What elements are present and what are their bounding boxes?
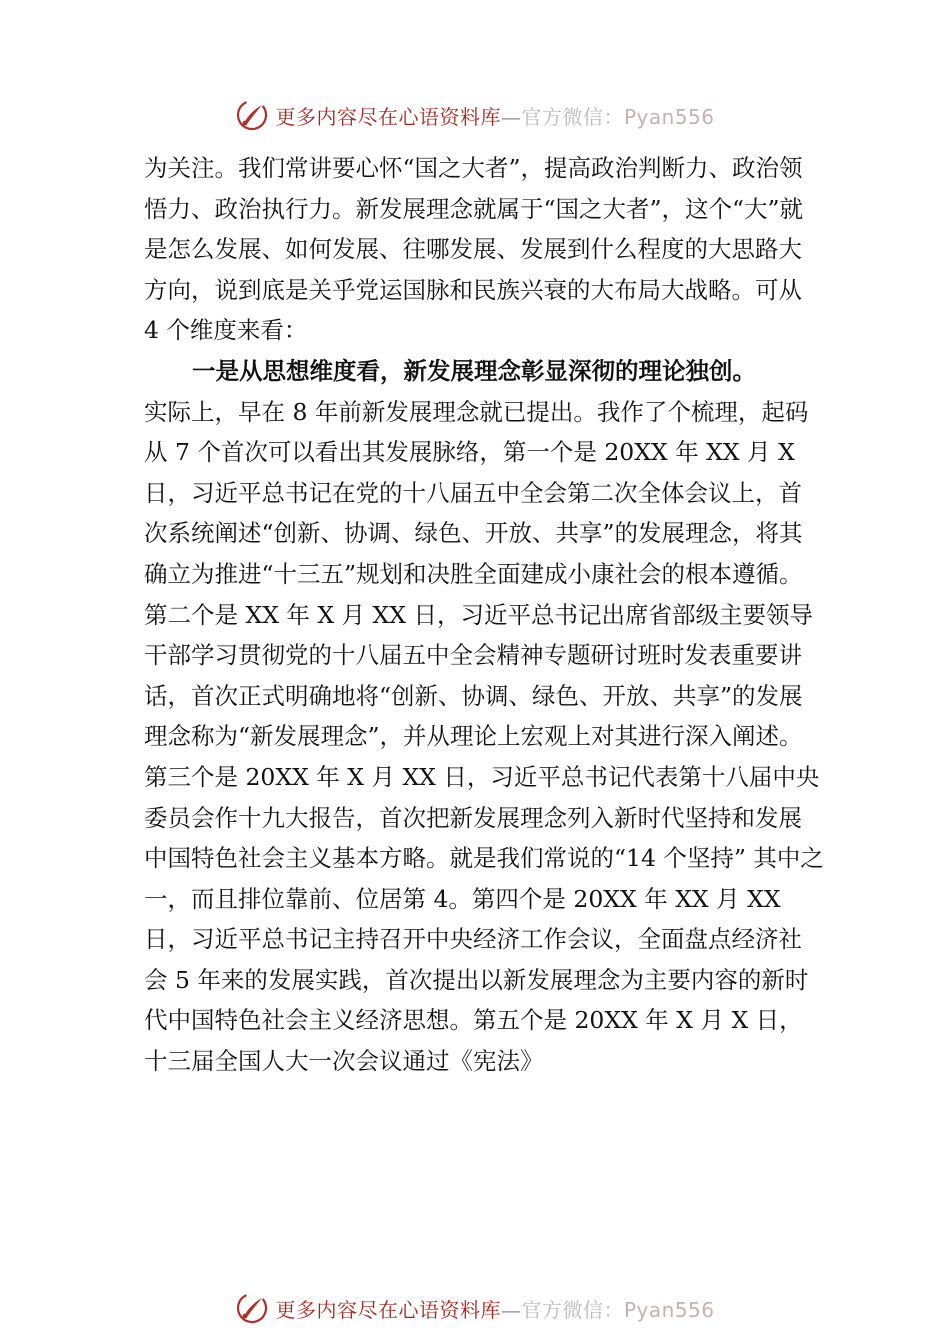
header-banner [0, 93, 950, 137]
body-paragraph: 为关注。我们常讲要心怀“国之大者”，提高政治判断力、政治领悟力、政治执行力。新发展理念就属于“国之大者”，这个“大”就是怎么发展、如何发展、往哪发展、发展到什么程度的大思路大方向，说到底是关乎党运国脉和民族兴衰的大布局大战略。可从 4 个维度来看： [144, 154, 804, 345]
document-body [144, 148, 824, 1082]
footer-wechat-label: 官方微信： [521, 1297, 624, 1322]
body-paragraph: 实际上，早在 8 年前新发展理念就已提出。我作了个梳理，起码从 7 个首次可以看出其发展脉络，第一个是 20XX 年 XX 月 X 日，习近平总书记在党的十八届五中全会第二次全体会议上，首次系统阐述“创新、协调、绿色、开放、共享”的发展理念，将其确立为推进“十三五”规划和决胜全面建成小康社会的根本遵循。第二个是 XX 年 X 月 XX 日，习近平总书记出席省部级主要领导干部学习贯彻党的十八届五中全会精神专题研讨班时发表重要讲话，首次正式明确地将“创新、协调、绿色、开放、共享”的发展理念称为“新发展理念”，并从理论上宏观上对其进行深入阐述。第三个是 20XX 年 X 月 XX 日，习近平总书记代表第十八届中央委员会作十九大报告，首次把新发展理念列入新时代坚持和发展中国特色社会主义基本方略。就是我们常说的“14 个坚持” 其中之一，而且排位靠前、位居第 4。第四个是 20XX 年 XX 月 XX 日，习近平总书记主持召开中央经济工作会议，全面盘点经济社会 5 年来的发展实践，首次提出以新发展理念为主要内容的新时代中国特色社会主义经济思想。第五个是 20XX 年 X 月 X 日，十三届全国人大一次会议通过《宪法》 [144, 397, 824, 1076]
header-title: 更多内容尽在心语资料库 [275, 104, 501, 129]
lead-heading: 一是从思想维度看，新发展理念彰显深彻的理论独创。 [192, 356, 756, 385]
header-wechat-id: Pyan556 [623, 104, 715, 129]
footer-title: 更多内容尽在心语资料库 [275, 1297, 501, 1322]
footer-wechat-id: Pyan556 [623, 1297, 715, 1322]
header-dash: — [500, 104, 522, 129]
header-text [275, 101, 714, 130]
footer-banner [0, 1286, 950, 1330]
header-wechat-label: 官方微信： [521, 104, 624, 129]
brush-logo-icon [235, 98, 269, 132]
brush-logo-icon [235, 1291, 269, 1325]
footer-dash: — [500, 1297, 522, 1322]
footer-text [275, 1294, 714, 1323]
